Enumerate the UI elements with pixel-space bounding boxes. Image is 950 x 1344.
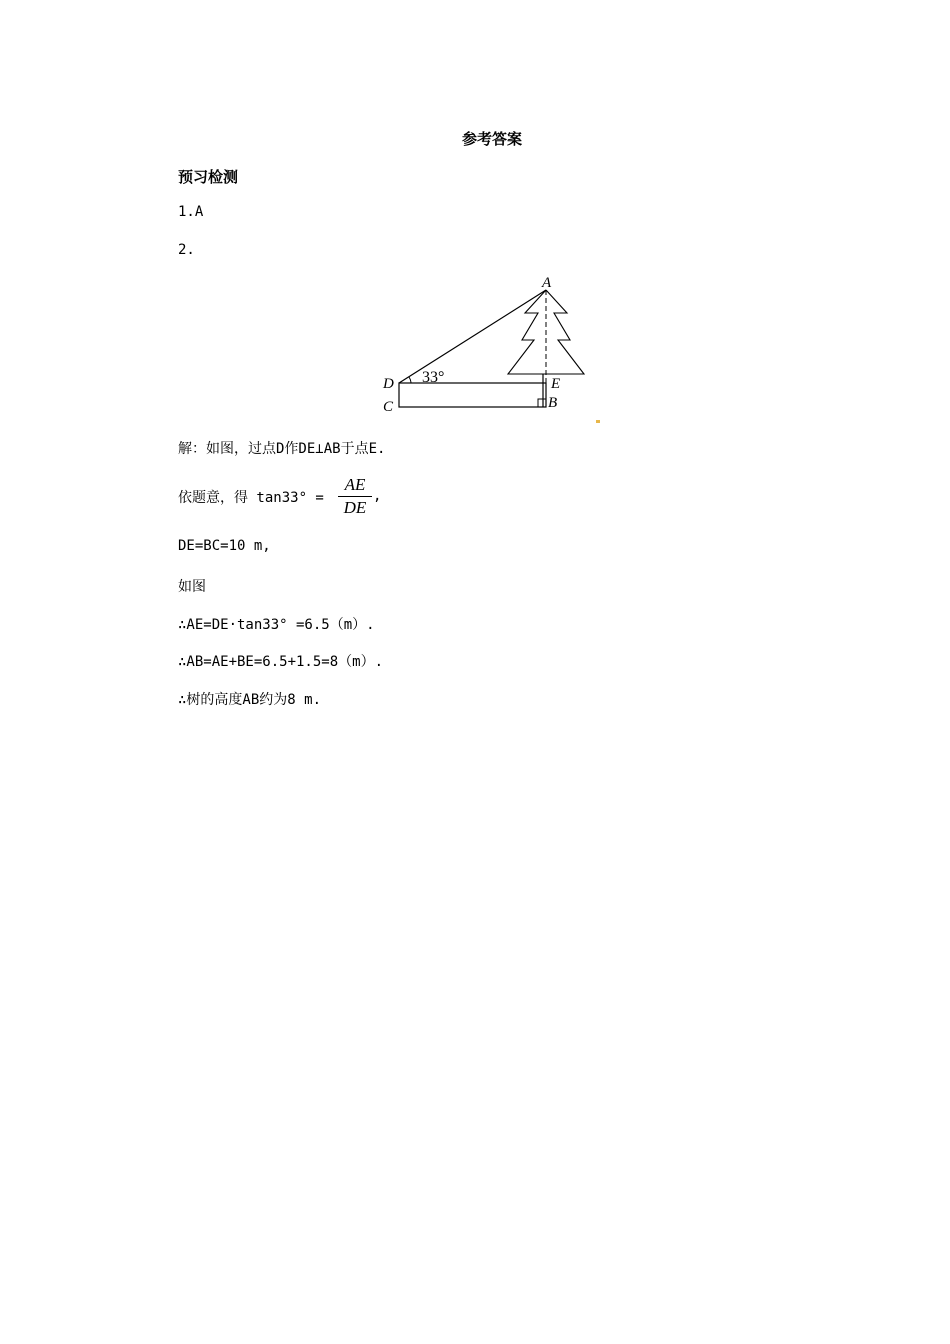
- stray-mark: [596, 420, 600, 423]
- angle-label: 33°: [422, 369, 445, 386]
- fraction-bar: [338, 496, 372, 497]
- fraction-ae-de: [338, 475, 372, 518]
- fraction-numerator: AE: [344, 475, 366, 494]
- label-d: D: [383, 376, 394, 392]
- fraction-denominator: DE: [343, 498, 367, 517]
- label-c: C: [383, 399, 394, 415]
- solution-line-5: ∴AE=DE·tan33° =6.5（m）.: [178, 617, 375, 633]
- fraction-comma: ,: [373, 488, 382, 504]
- solution-line-7: ∴树的高度AB约为8 m.: [178, 692, 322, 708]
- solution-line-3: DE=BC=10 m,: [178, 538, 271, 554]
- solution-line-1: 解：如图，过点D作DE⊥AB于点E.: [178, 441, 386, 457]
- answer-1: 1.A: [178, 204, 204, 220]
- section-heading: 预习检测: [178, 168, 239, 186]
- solution-line-6: ∴AB=AE+BE=6.5+1.5=8（m）.: [178, 654, 384, 670]
- angle-arc: [409, 377, 411, 383]
- answer-2: 2.: [178, 242, 195, 258]
- label-e: E: [551, 376, 561, 392]
- tree-height-diagram: [378, 268, 610, 428]
- page-title: 参考答案: [461, 130, 522, 148]
- solution-line-4: 如图: [178, 579, 206, 595]
- label-a: A: [542, 275, 552, 291]
- solution-line-2: 依题意，得 tan33° =: [178, 490, 324, 506]
- right-angle-mark: [538, 399, 546, 407]
- base-rectangle: [399, 383, 546, 407]
- label-b: B: [548, 395, 558, 411]
